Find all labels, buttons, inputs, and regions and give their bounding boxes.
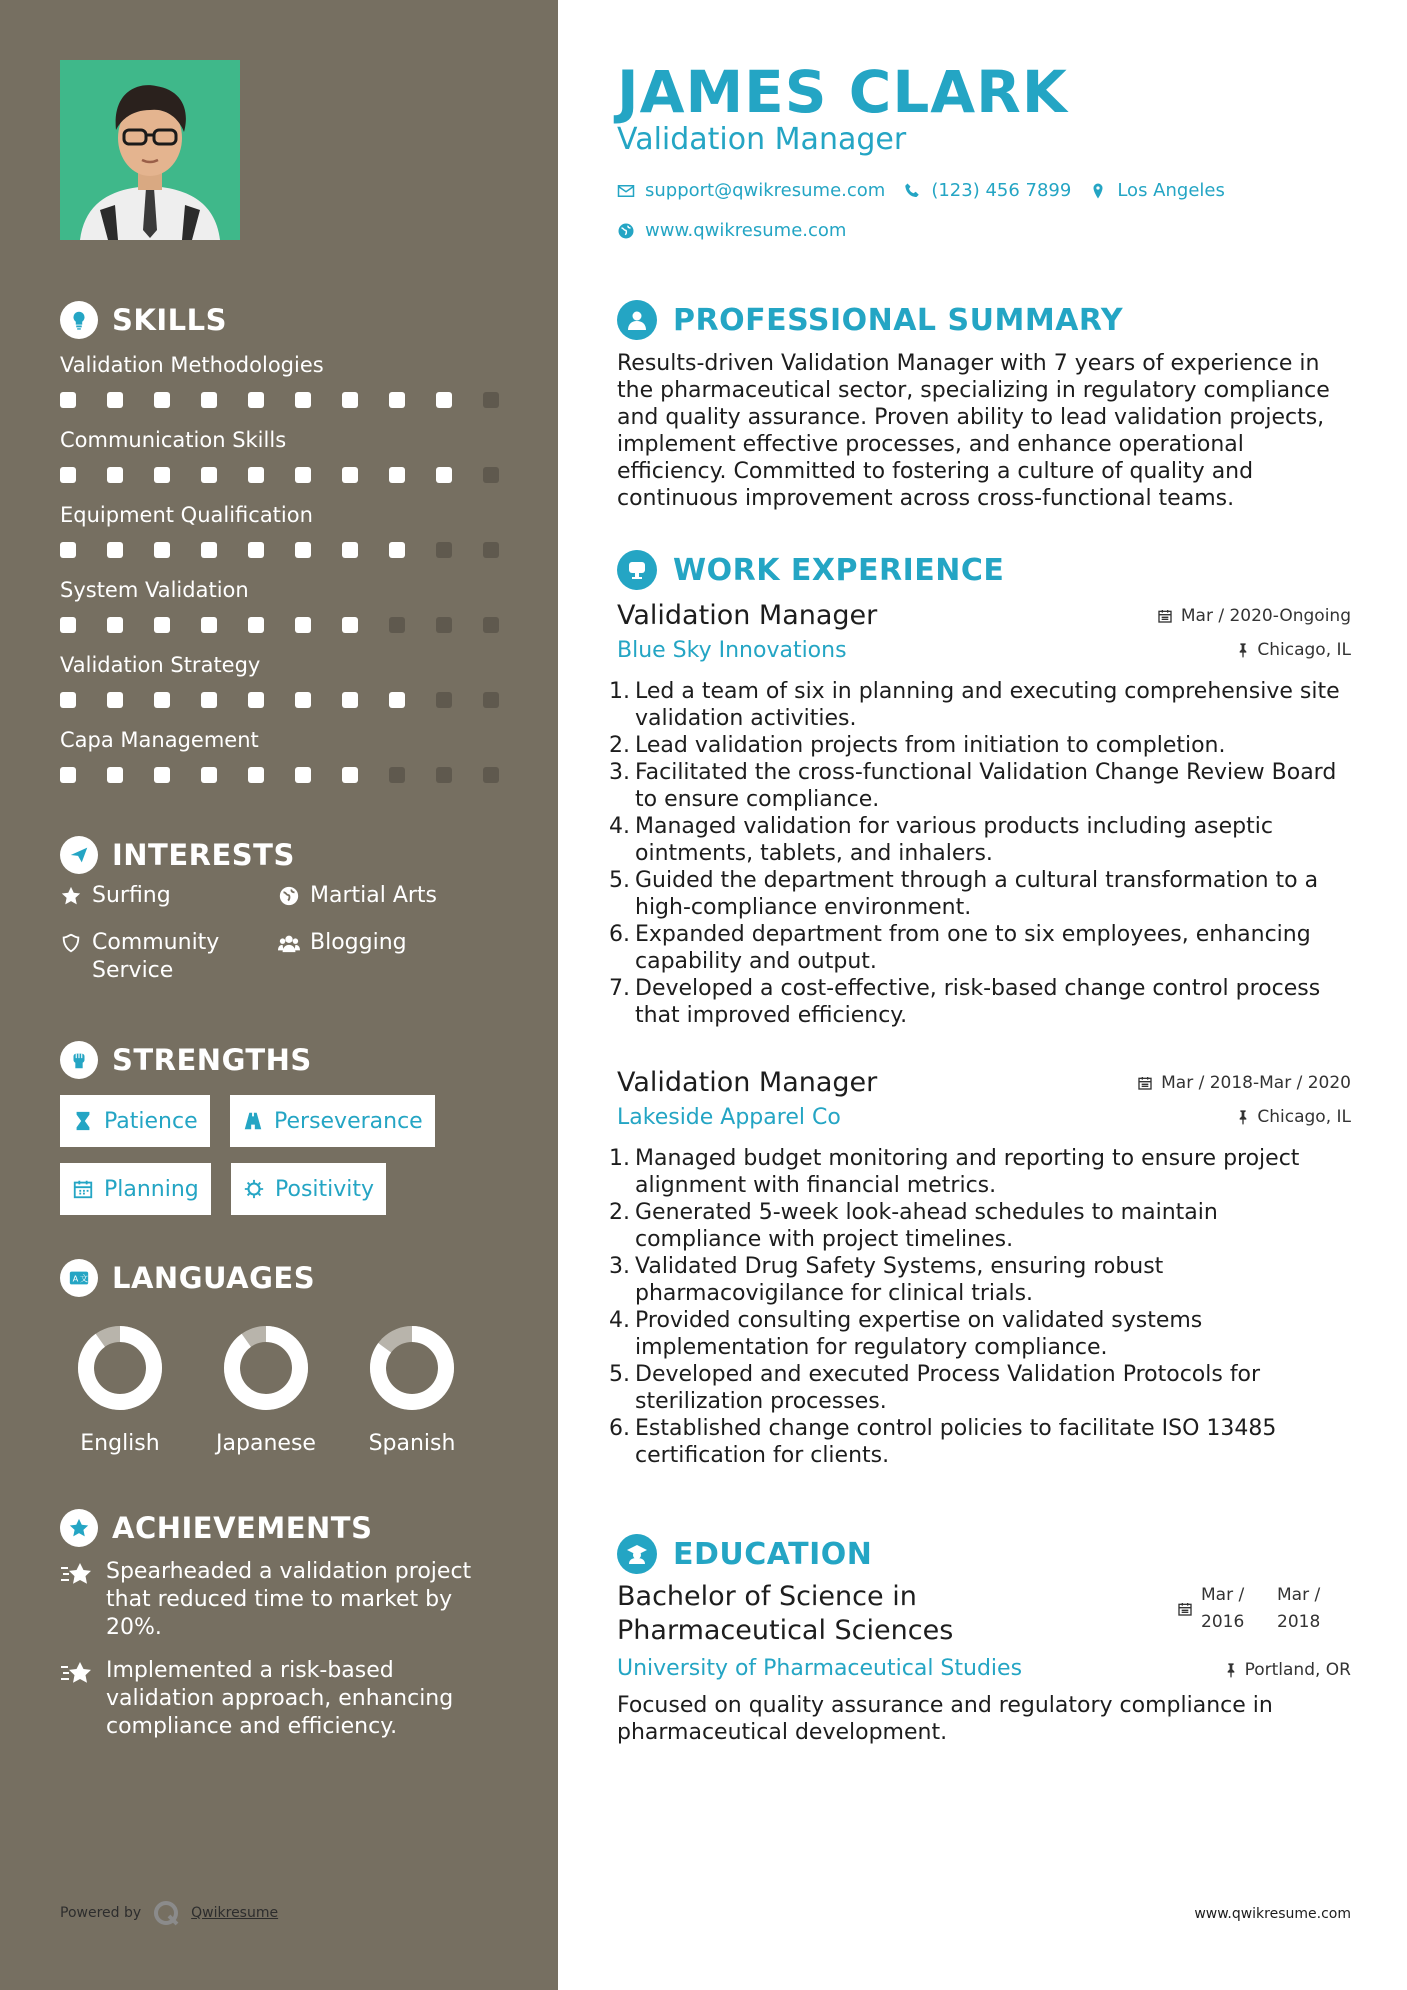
strengths-heading-text: STRENGTHS xyxy=(112,1043,312,1077)
bullet-text: Developed and executed Process Validation Protocols for sterilization processes. xyxy=(635,1362,1261,1414)
calendar-icon xyxy=(72,1178,94,1200)
rating-dot-filled xyxy=(107,767,123,783)
rating-dot-filled xyxy=(201,767,217,783)
rating-dot-filled xyxy=(248,467,264,483)
job-company: Blue Sky Innovations xyxy=(617,638,847,663)
bullet-text: Managed budget monitoring and reporting to ensure project alignment with financial metrics. xyxy=(635,1146,1300,1198)
shield-icon xyxy=(60,932,82,954)
job-bullet xyxy=(609,813,1351,867)
trophy-star-icon xyxy=(60,1509,98,1547)
contact-row xyxy=(617,180,1225,201)
job-title: Validation Manager xyxy=(617,600,878,631)
rating-dot-filled xyxy=(154,392,170,408)
bullet-number: 5. xyxy=(609,868,630,893)
experience-heading xyxy=(617,550,1004,590)
job-bullet xyxy=(609,921,1351,975)
pushpin-icon xyxy=(1223,1662,1239,1678)
summary-heading-text: PROFESSIONAL SUMMARY xyxy=(673,302,1124,338)
bullet-number: 4. xyxy=(609,1308,630,1333)
achievement-text: Spearheaded a validation project that reduced time to market by 20%. xyxy=(106,1559,472,1640)
rating-dot-filled xyxy=(60,467,76,483)
bullet-text: Expanded department from one to six employees, enhancing capability and output. xyxy=(635,922,1311,974)
hourglass-icon xyxy=(72,1110,94,1132)
bullet-text: Provided consulting expertise on validated systems implementation for regulatory compliance. xyxy=(635,1308,1203,1360)
rating-dot-filled xyxy=(295,542,311,558)
rating-dot-filled xyxy=(342,617,358,633)
candidate-role: Validation Manager xyxy=(617,122,907,157)
bullet-number: 4. xyxy=(609,814,630,839)
globe-icon xyxy=(278,885,300,907)
rating-dot-filled xyxy=(436,467,452,483)
rating-dot-filled xyxy=(154,692,170,708)
proficiency-ring xyxy=(223,1325,309,1411)
job-bullets xyxy=(609,678,1351,1029)
bullet-text: Developed a cost-effective, risk-based change control process that improved efficiency. xyxy=(635,976,1321,1028)
sun-icon xyxy=(243,1178,265,1200)
job-bullet xyxy=(609,867,1351,921)
users-icon xyxy=(278,932,300,954)
job-bullet xyxy=(609,1361,1351,1415)
calendar-icon xyxy=(1177,1601,1193,1617)
job-date xyxy=(1137,1073,1351,1093)
job-bullet xyxy=(609,1199,1351,1253)
rating-dot-empty xyxy=(389,767,405,783)
bullet-text: Established change control policies to facilitate ISO 13485 certification for clients. xyxy=(635,1416,1277,1468)
rating-dot-filled xyxy=(107,692,123,708)
skill-name: System Validation xyxy=(60,578,249,602)
skill-item xyxy=(60,350,500,408)
language-label: English xyxy=(80,1431,160,1456)
svg-text:文: 文 xyxy=(79,1273,89,1284)
interest-label: Martial Arts xyxy=(310,883,438,908)
job-location xyxy=(1235,1107,1351,1127)
rating-dot-filled xyxy=(295,692,311,708)
email-link[interactable]: support@qwikresume.com xyxy=(645,180,886,201)
interest-label: Surfing xyxy=(92,883,171,908)
strength-label: Planning xyxy=(104,1176,199,1202)
rating-dot-filled xyxy=(389,542,405,558)
bullet-number: 1. xyxy=(609,679,630,704)
calendar-icon xyxy=(1157,608,1173,624)
education-location xyxy=(1223,1660,1351,1680)
rating-dot-filled xyxy=(295,467,311,483)
education-description: Focused on quality assurance and regulatory compliance in pharmaceutical development. xyxy=(617,1693,1273,1745)
skill-item xyxy=(60,500,500,558)
education-start: Mar / 2016 xyxy=(1201,1585,1245,1632)
rating-dot-filled xyxy=(389,692,405,708)
bullet-text: Led a team of six in planning and executing comprehensive site validation activities. xyxy=(635,679,1340,731)
job-bullet xyxy=(609,1307,1351,1361)
candidate-name: JAMES CLARK xyxy=(617,58,1068,126)
summary-heading xyxy=(617,300,1123,340)
rating-dot-filled xyxy=(60,617,76,633)
interest-item xyxy=(60,882,171,910)
job-date-text: Mar / 2020-Ongoing xyxy=(1180,606,1351,626)
education-heading xyxy=(617,1534,872,1574)
map-pin-icon xyxy=(1089,182,1107,200)
profile-photo xyxy=(60,60,240,240)
rating-dot-filled xyxy=(107,542,123,558)
bullet-text: Managed validation for various products including aseptic ointments, tablets, and inhalers. xyxy=(635,814,1273,866)
skill-item xyxy=(60,425,500,483)
job-location-text: Chicago, IL xyxy=(1257,640,1351,660)
fist-icon xyxy=(60,1041,98,1079)
rating-dot-filled xyxy=(201,617,217,633)
education-end: Mar / 2018 xyxy=(1277,1585,1321,1632)
education-location-text: Portland, OR xyxy=(1244,1660,1351,1680)
rating-dot-filled xyxy=(60,767,76,783)
achievement-text: Implemented a risk-based validation approach, enhancing compliance and efficiency. xyxy=(106,1658,454,1739)
bullet-number: 5. xyxy=(609,1362,630,1387)
interests-list xyxy=(60,882,500,992)
star-icon xyxy=(60,885,82,907)
proficiency-ring xyxy=(369,1325,455,1411)
language-label: Japanese xyxy=(216,1431,316,1456)
achievement-item xyxy=(60,1657,500,1741)
rating-dot-filled xyxy=(248,617,264,633)
rating-dot-empty xyxy=(483,767,499,783)
proficiency-ring xyxy=(77,1325,163,1411)
rating-dot-filled xyxy=(60,392,76,408)
education-date xyxy=(1177,1582,1331,1636)
rating-dot-empty xyxy=(436,692,452,708)
translate-icon xyxy=(60,1259,98,1297)
lightbulb-icon xyxy=(60,301,98,339)
strength-badge xyxy=(60,1163,211,1215)
rating-dot-filled xyxy=(295,767,311,783)
skill-rating xyxy=(60,542,500,558)
job-location xyxy=(1235,640,1351,660)
pushpin-icon xyxy=(1235,642,1251,658)
job-company: Lakeside Apparel Co xyxy=(617,1105,841,1130)
rating-dot-filled xyxy=(60,542,76,558)
rating-dot-empty xyxy=(483,392,499,408)
bullet-number: 2. xyxy=(609,1200,630,1225)
strengths-heading xyxy=(60,1041,312,1079)
powered-by xyxy=(60,1898,278,1928)
bullet-number: 6. xyxy=(609,1416,630,1441)
powered-by-label: Powered by xyxy=(60,1905,142,1921)
graduate-icon xyxy=(617,1534,657,1574)
pushpin-icon xyxy=(1235,1109,1251,1125)
strength-badge xyxy=(231,1163,386,1215)
user-icon xyxy=(617,300,657,340)
bullet-number: 2. xyxy=(609,733,630,758)
education-heading-text: EDUCATION xyxy=(673,1536,873,1572)
rating-dot-filled xyxy=(342,767,358,783)
job-bullet xyxy=(609,975,1351,1029)
website-link[interactable]: www.qwikresume.com xyxy=(645,220,847,241)
rating-dot-empty xyxy=(436,617,452,633)
skill-name: Capa Management xyxy=(60,728,259,752)
rating-dot-filled xyxy=(107,467,123,483)
experience-heading-text: WORK EXPERIENCE xyxy=(673,552,1005,588)
sidebar xyxy=(0,0,558,1990)
bullet-number: 1. xyxy=(609,1146,630,1171)
globe-icon xyxy=(617,222,635,240)
bullet-text: Guided the department through a cultural transformation to a high-compliance environment. xyxy=(635,868,1319,920)
skills-heading-text: SKILLS xyxy=(112,303,227,337)
rating-dot-empty xyxy=(483,467,499,483)
rating-dot-filled xyxy=(389,392,405,408)
ring-fill xyxy=(232,1334,300,1402)
svg-text:A: A xyxy=(72,1273,79,1284)
skill-name: Communication Skills xyxy=(60,428,287,452)
rating-dot-filled xyxy=(107,617,123,633)
rating-dot-filled xyxy=(60,692,76,708)
language-item xyxy=(201,1325,331,1456)
strength-label: Positivity xyxy=(275,1176,375,1202)
job-bullet xyxy=(609,759,1351,813)
phone-number[interactable]: (123) 456 7899 xyxy=(931,180,1072,201)
rating-dot-filled xyxy=(295,392,311,408)
envelope-icon xyxy=(617,182,635,200)
shooting-star-icon xyxy=(60,1659,94,1689)
rating-dot-filled xyxy=(342,542,358,558)
strength-label: Patience xyxy=(104,1108,198,1134)
rating-dot-filled xyxy=(154,542,170,558)
strength-badge xyxy=(230,1095,435,1147)
job-date-text: Mar / 2018-Mar / 2020 xyxy=(1161,1073,1351,1093)
strength-badge xyxy=(60,1095,210,1147)
rating-dot-filled xyxy=(248,542,264,558)
achievement-item xyxy=(60,1558,500,1642)
bullet-text: Lead validation projects from initiation to completion. xyxy=(635,733,1226,758)
bullet-number: 7. xyxy=(609,976,630,1001)
skill-item xyxy=(60,650,500,708)
briefcase-icon xyxy=(617,550,657,590)
calendar-icon xyxy=(1137,1075,1153,1091)
interest-item xyxy=(278,929,407,957)
skill-rating xyxy=(60,692,500,708)
education-school: University of Pharmaceutical Studies xyxy=(617,1656,1023,1681)
skills-heading xyxy=(60,301,227,339)
skill-name: Validation Strategy xyxy=(60,653,261,677)
rating-dot-filled xyxy=(248,767,264,783)
skill-rating xyxy=(60,617,500,633)
interest-item xyxy=(60,929,250,985)
rating-dot-filled xyxy=(154,767,170,783)
rating-dot-empty xyxy=(436,767,452,783)
rating-dot-filled xyxy=(342,467,358,483)
job-bullet xyxy=(609,732,1351,759)
qwikresume-link[interactable]: Qwikresume xyxy=(191,1905,279,1921)
interest-label: Blogging xyxy=(310,930,407,955)
phone-icon xyxy=(903,182,921,200)
bullet-text: Generated 5-week look-ahead schedules to maintain compliance with project timelines. xyxy=(635,1200,1218,1252)
rating-dot-filled xyxy=(389,467,405,483)
job-bullet xyxy=(609,1415,1351,1469)
rating-dot-filled xyxy=(201,692,217,708)
rating-dot-empty xyxy=(483,692,499,708)
languages-heading xyxy=(60,1259,315,1297)
rating-dot-empty xyxy=(483,617,499,633)
skill-rating xyxy=(60,392,500,408)
rating-dot-empty xyxy=(483,542,499,558)
skill-name: Equipment Qualification xyxy=(60,503,313,527)
education-degree: Bachelor of Science in Pharmaceutical Sciences xyxy=(617,1581,954,1646)
bullet-number: 3. xyxy=(609,760,630,785)
bullet-number: 6. xyxy=(609,922,630,947)
shooting-star-icon xyxy=(60,1560,94,1590)
bullet-text: Facilitated the cross-functional Validation Change Review Board to ensure compliance. xyxy=(635,760,1337,812)
website-row xyxy=(617,220,846,241)
language-item xyxy=(55,1325,185,1456)
rating-dot-filled xyxy=(436,392,452,408)
footer-website-link[interactable]: www.qwikresume.com xyxy=(1194,1906,1351,1922)
rating-dot-filled xyxy=(248,692,264,708)
language-item xyxy=(347,1325,477,1456)
job-title: Validation Manager xyxy=(617,1067,878,1098)
interest-item xyxy=(278,882,437,910)
location-text: Los Angeles xyxy=(1117,180,1225,201)
paper-plane-icon xyxy=(60,836,98,874)
rating-dot-filled xyxy=(107,392,123,408)
job-bullet xyxy=(609,1253,1351,1307)
interests-heading-text: INTERESTS xyxy=(112,838,295,872)
language-label: Spanish xyxy=(368,1431,456,1456)
rating-dot-filled xyxy=(248,392,264,408)
rating-dot-filled xyxy=(154,617,170,633)
rating-dot-empty xyxy=(436,542,452,558)
job-bullets xyxy=(609,1145,1351,1469)
skill-rating xyxy=(60,767,500,783)
rating-dot-filled xyxy=(201,467,217,483)
interest-label: Community Service xyxy=(92,930,220,983)
skill-name: Validation Methodologies xyxy=(60,353,324,377)
skill-rating xyxy=(60,467,500,483)
rating-dot-filled xyxy=(342,392,358,408)
skill-item xyxy=(60,575,500,633)
interests-heading xyxy=(60,836,295,874)
strength-label: Perseverance xyxy=(274,1108,423,1134)
job-bullet xyxy=(609,678,1351,732)
rating-dot-filled xyxy=(201,392,217,408)
languages-heading-text: LANGUAGES xyxy=(112,1261,316,1295)
summary-text: Results-driven Validation Manager with 7 years of experience in the pharmaceutical sector, specializing in regulatory compliance and quality assurance. Proven ability to lead validation projects, implement effective processes, and enhance operational efficiency. Committed to fostering a culture of quality and continuous improvement across cross-functional teams. xyxy=(617,351,1330,511)
achievements-heading xyxy=(60,1509,372,1547)
job-bullet xyxy=(609,1145,1351,1199)
ring-fill xyxy=(86,1334,154,1402)
bullet-number: 3. xyxy=(609,1254,630,1279)
achievements-heading-text: ACHIEVEMENTS xyxy=(112,1511,373,1545)
rating-dot-filled xyxy=(201,542,217,558)
job-date xyxy=(1157,606,1351,626)
rating-dot-filled xyxy=(295,617,311,633)
qwikresume-logo-icon xyxy=(151,1898,181,1928)
skill-item xyxy=(60,725,500,783)
bullet-text: Validated Drug Safety Systems, ensuring robust pharmacovigilance for clinical trials. xyxy=(635,1254,1164,1306)
rating-dot-empty xyxy=(389,617,405,633)
job-location-text: Chicago, IL xyxy=(1257,1107,1351,1127)
rating-dot-filled xyxy=(342,692,358,708)
rating-dot-filled xyxy=(154,467,170,483)
road-icon xyxy=(242,1110,264,1132)
